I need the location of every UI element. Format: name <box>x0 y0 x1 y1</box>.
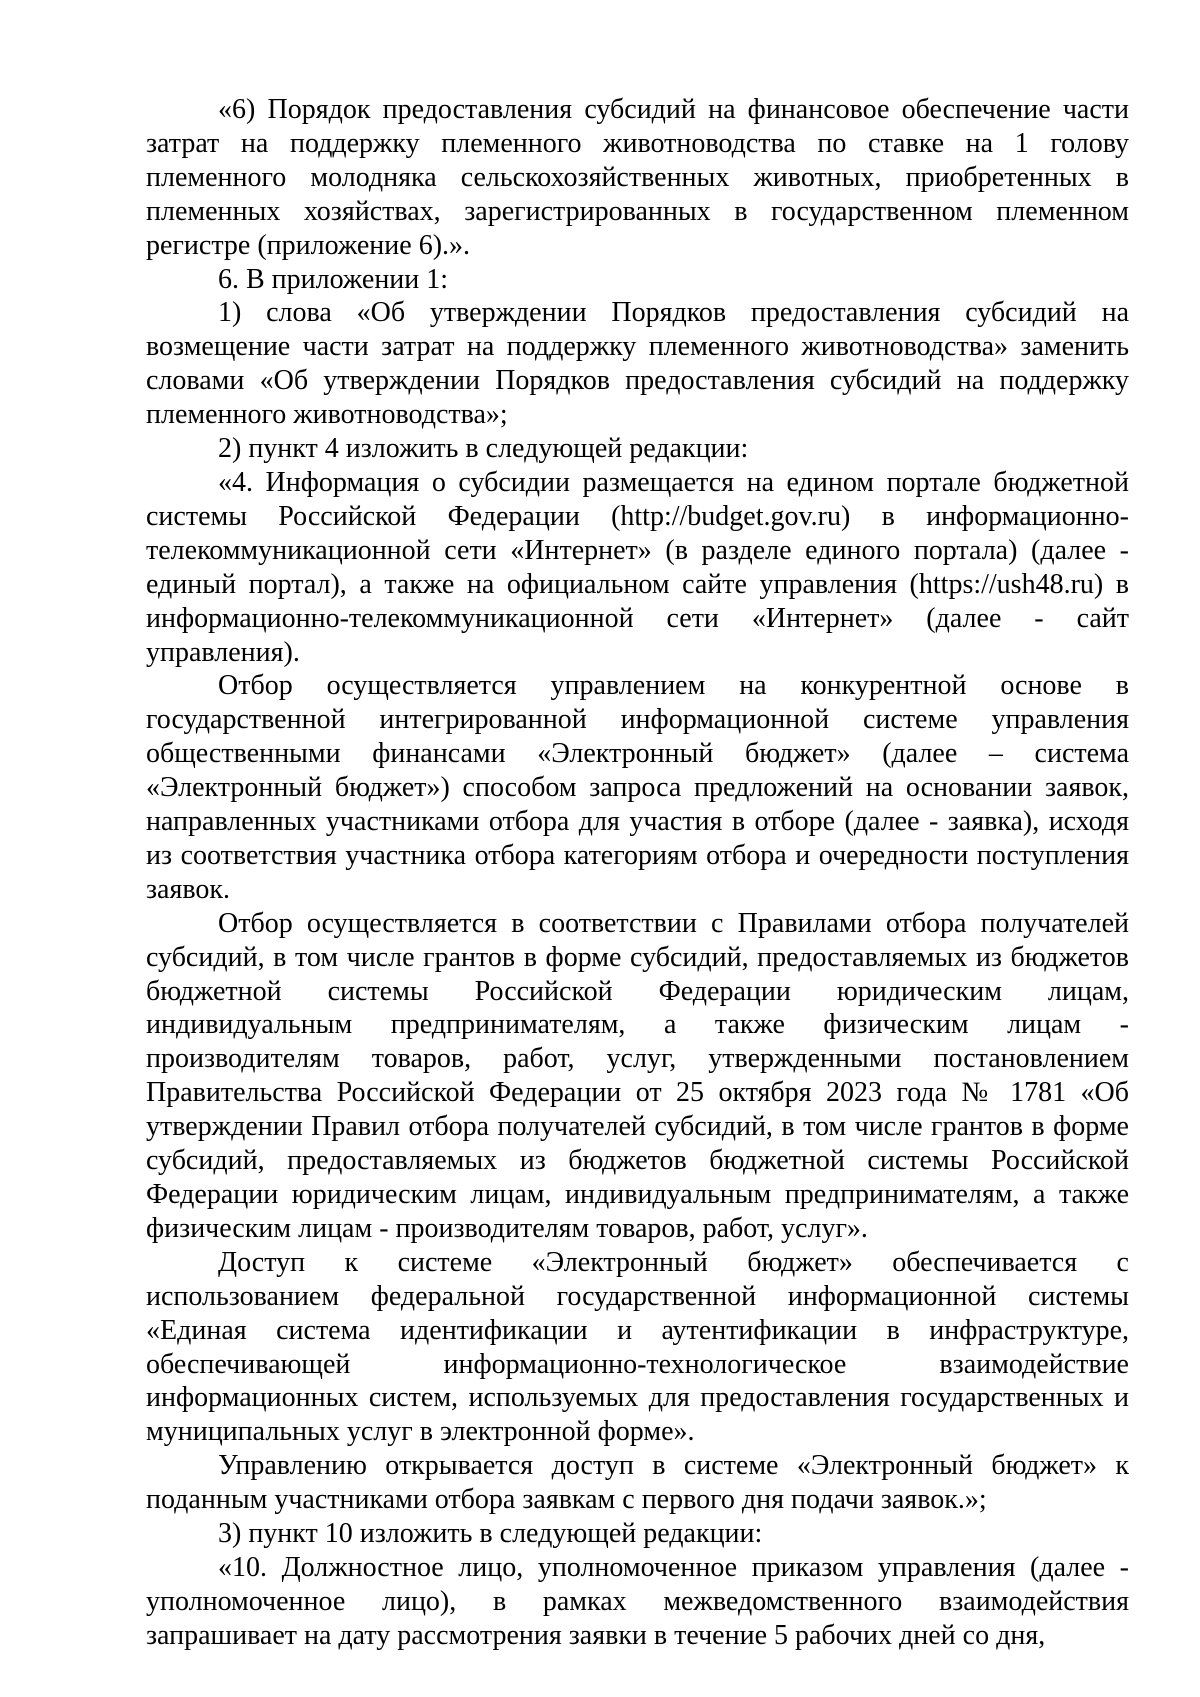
paragraph-section-6-heading: 6. В приложении 1: <box>218 263 449 295</box>
paragraph-management-access: Управлению открывается доступ в системе «Электронный бюджет» к поданным участниками отбора заявкам с первого дня подачи заявок.»; <box>146 1450 1129 1516</box>
paragraph-amendment-1-words: 1) слова «Об утверждении Порядков предоставления субсидий на возмещение части затрат на поддержку племенного животноводства» заменить словами «Об утверждении Порядков предоставления субсидий на поддержку племенного животноводства»; <box>146 297 1129 431</box>
paragraph-system-access: Доступ к системе «Электронный бюджет» обеспечивается с использованием федеральной государственной информационной системы «Единая система идентификации и аутентификации в инфраструктуре, обеспечивающей информационно-технологическое взаимодействие информационных систем, используемых для предоставления государственных и муниципальных услуг в электронной форме». <box>146 1246 1129 1448</box>
paragraph-point-10-official: «10. Должностное лицо, уполномоченное приказом управления (далее - уполномоченное лицо), в рамках межведомственного взаимодействия запрашивает на дату рассмотрения заявки в течение 5 рабочих дней со дня, <box>146 1551 1129 1651</box>
paragraph-selection-rules: Отбор осуществляется в соответствии с Правилами отбора получателей субсидий, в том числе грантов в форме субсидий, предоставляемых из бюджетов бюджетной системы Российской Федерации юридическим лицам, индивидуальным предпринимателям, а также физическим лицам - производителям товаров, работ, услуг, утвержденными постановлением Правительства Российской Федерации от 25 октября 2023 года № 1781 «Об утверждении Правил отбора получателей субсидий, в том числе грантов в форме субсидий, предоставляемых из бюджетов бюджетной системы Российской Федерации юридическим лицам, индивидуальным предпринимателям, а также физическим лицам - производителям товаров, работ, услуг». <box>146 907 1129 1244</box>
paragraph-item-6-order: «6) Порядок предоставления субсидий на финансовое обеспечение части затрат на поддержку племенного животноводства по ставке на 1 голову племенного молодняка сельскохозяйственных животных, приобретенных в племенных хозяйствах, зарегистрированных в государственном племенном регистре (приложение 6).». <box>146 94 1129 261</box>
paragraph-point-4-information: «4. Информация о субсидии размещается на едином портале бюджетной системы Российской Федерации (http://budget.gov.ru) в информационно-телекоммуникационной сети «Интернет» (в разделе единого портала) (далее - единый портал), а также на официальном сайте управления (https://ush48.ru) в информационно-телекоммуникационной сети «Интернет» (далее - сайт управления). <box>146 466 1129 668</box>
paragraph-selection-electronic-budget: Отбор осуществляется управлением на конкурентной основе в государственной интегрированной информационной системе управления общественными финансами «Электронный бюджет» (далее – система «Электронный бюджет») способом запроса предложений на основании заявок, направленных участниками отбора для участия в отборе (далее - заявка), исходя из соответствия участника отбора категориям отбора и очередности поступления заявок. <box>146 670 1129 905</box>
paragraph-amendment-3-heading: 3) пункт 10 изложить в следующей редакции: <box>218 1518 763 1550</box>
paragraph-amendment-2-heading: 2) пункт 4 изложить в следующей редакции: <box>218 433 749 465</box>
document-body <box>146 93 1129 1653</box>
